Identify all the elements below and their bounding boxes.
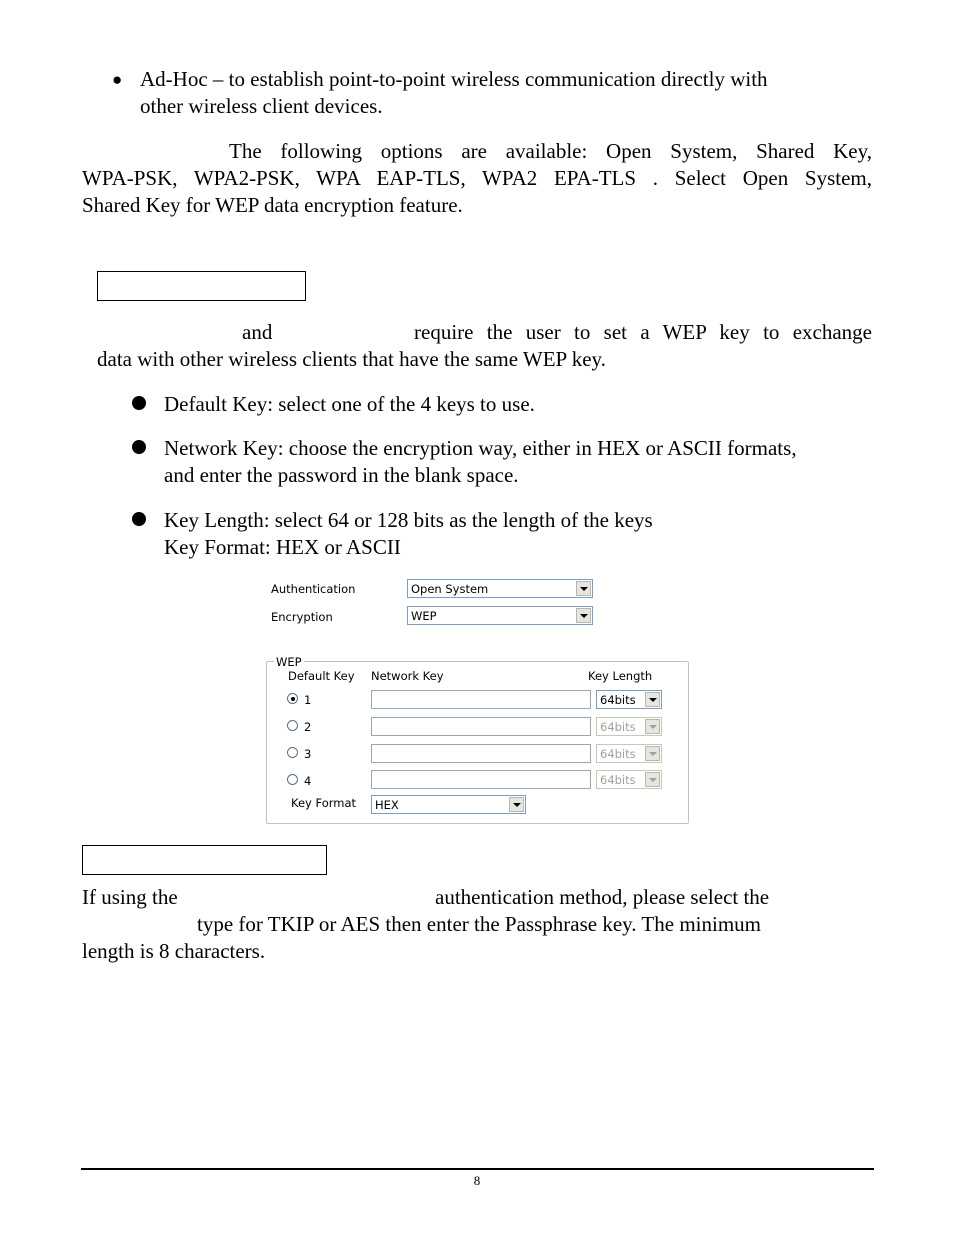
key-length-value: 64bits xyxy=(600,773,636,787)
key-length-value: 64bits xyxy=(600,720,636,734)
wep-paragraph-line-1: require the user to set a WEP key to exchange xyxy=(414,320,872,344)
key-format-select[interactable] xyxy=(371,795,526,814)
default-key-radio-3[interactable] xyxy=(287,747,298,758)
wep-paragraph-line-2: data with other wireless clients that have the same WEP key. xyxy=(97,347,606,371)
default-key-index: 3 xyxy=(304,747,312,761)
encryption-value: WEP xyxy=(411,609,437,623)
adhoc-line-2: other wireless client devices. xyxy=(140,94,383,118)
chevron-down-icon[interactable] xyxy=(576,581,591,596)
chevron-down-icon[interactable] xyxy=(645,719,660,734)
section-heading-box-wpa xyxy=(82,845,327,875)
network-key-input-4[interactable] xyxy=(371,770,591,789)
auth-paragraph-line-2: WPA-PSK, WPA2-PSK, WPA EAP-TLS, WPA2 EPA-TLS . Select Open System, xyxy=(82,166,872,190)
key-length-value: 64bits xyxy=(600,747,636,761)
authentication-select[interactable] xyxy=(407,579,593,598)
key-format-value: HEX xyxy=(375,798,399,812)
chevron-down-icon[interactable] xyxy=(576,608,591,623)
chevron-down-icon[interactable] xyxy=(509,797,524,812)
footer-rule xyxy=(81,1168,874,1170)
network-key-input-2[interactable] xyxy=(371,717,591,736)
chevron-down-icon[interactable] xyxy=(645,772,660,787)
encryption-label: Encryption xyxy=(271,610,333,624)
network-key-input-3[interactable] xyxy=(371,744,591,763)
chevron-down-icon[interactable] xyxy=(645,692,660,707)
network-key-input-1[interactable] xyxy=(371,690,591,709)
bullet-key-format-line-2: Key Format: HEX or ASCII xyxy=(164,535,401,559)
key-format-label: Key Format xyxy=(291,796,357,810)
key-length-value: 64bits xyxy=(600,693,636,707)
bullet-default-key: Default Key: select one of the 4 keys to use. xyxy=(164,392,535,416)
encryption-select[interactable] xyxy=(407,606,593,625)
default-key-radio-1[interactable] xyxy=(287,693,298,704)
bullet-disc xyxy=(132,396,146,410)
bullet-key-length-line-1: Key Length: select 64 or 128 bits as the length of the keys xyxy=(164,508,653,532)
bullet-disc xyxy=(132,512,146,526)
column-header-network-key: Network Key xyxy=(371,669,444,683)
bullet-network-key-line-1: Network Key: choose the encryption way, either in HEX or ASCII formats, xyxy=(164,436,797,460)
default-key-index: 4 xyxy=(304,774,312,788)
column-header-key-length: Key Length xyxy=(588,669,653,683)
wpa-paragraph-line-1-start: If using the xyxy=(82,885,178,909)
bullet-network-key-line-2: and enter the password in the blank space. xyxy=(164,463,519,487)
default-key-radio-4[interactable] xyxy=(287,774,298,785)
key-length-select-3[interactable] xyxy=(596,744,662,763)
column-header-default-key: Default Key xyxy=(288,669,355,683)
section-heading-box-wep xyxy=(97,271,306,301)
bullet-dot: ● xyxy=(112,70,123,89)
wep-and-word: and xyxy=(242,320,273,344)
adhoc-line-1: Ad-Hoc – to establish point-to-point wireless communication directly with xyxy=(140,67,768,91)
config-panel xyxy=(264,574,692,830)
default-key-index: 2 xyxy=(304,720,312,734)
wep-group-title: WEP xyxy=(276,655,302,669)
wpa-paragraph-line-2: type for TKIP or AES then enter the Passphrase key. The minimum xyxy=(197,912,761,936)
key-length-select-4[interactable] xyxy=(596,770,662,789)
key-length-select-2[interactable] xyxy=(596,717,662,736)
auth-paragraph-line-3: Shared Key for WEP data encryption feature. xyxy=(82,193,463,217)
bullet-disc xyxy=(132,440,146,454)
default-key-index: 1 xyxy=(304,693,312,707)
default-key-radio-2[interactable] xyxy=(287,720,298,731)
key-length-select-1[interactable] xyxy=(596,690,662,709)
chevron-down-icon[interactable] xyxy=(645,746,660,761)
auth-paragraph-line-1: The following options are available: Open System, Shared Key, xyxy=(229,139,872,163)
authentication-label: Authentication xyxy=(271,582,356,596)
authentication-value: Open System xyxy=(411,582,489,596)
wpa-paragraph-line-3: length is 8 characters. xyxy=(82,939,266,963)
wpa-paragraph-line-1-end: authentication method, please select the xyxy=(435,885,770,909)
page-number: 8 xyxy=(473,1173,481,1188)
